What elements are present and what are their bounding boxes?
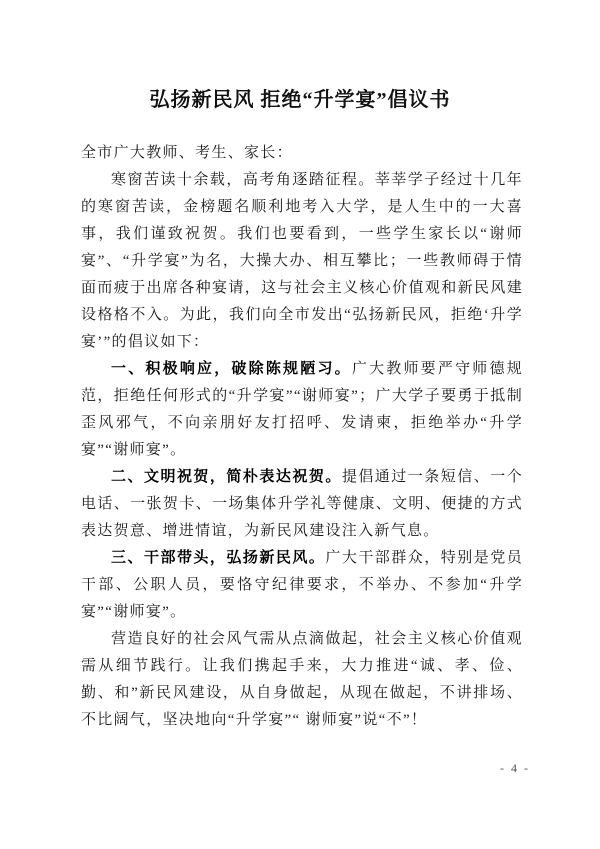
paragraph-text-run: 寒窗苦读十余载，高考角逐踏征程。莘莘学子经过十几年的寒窗苦读，金榜题名顺利地考入大学，是人生中的一大喜事，我们谨致祝贺。我们也要看到，一些学生家长以“谢师宴”、“升学宴”为名，大操大办、相互攀比；一些教师碍于情面而疲于出席各种宴请，这与社会主义核心价值观和新民风建设格格不入。为此，我们向全市发出“弘扬新民风，拒绝‘升学宴’”的倡议如下： <box>81 172 523 350</box>
paragraph <box>81 626 523 734</box>
paragraph <box>81 167 523 356</box>
paragraph <box>81 140 523 167</box>
paragraph-text-run: 广大干部群众，特别是党员干部、公职人员，要恪守纪律要求，不举办、不参加“升学宴”“谢师宴”。 <box>81 550 524 620</box>
document-title: 弘扬新民风 拒绝“升学宴”倡议书 <box>149 89 451 111</box>
paragraph-text-run: 提倡通过一条短信、一个电话、一张贺卡、一场集体升学礼等健康、文明、便捷的方式表达贺意、增进情谊，为新民风建设注入新气息。 <box>81 469 523 539</box>
paragraph <box>81 356 523 464</box>
paragraph <box>81 545 523 626</box>
paragraph-text-run: 全市广大教师、考生、家长： <box>81 145 293 161</box>
document-body <box>81 140 523 734</box>
paragraph-heading-run: 一、积极响应，破除陈规陋习。 <box>111 361 352 377</box>
page-number: - 4 - <box>500 761 530 775</box>
paragraph <box>81 464 523 545</box>
paragraph-heading-run: 二、文明祝贺，简朴表达祝贺。 <box>111 469 342 485</box>
paragraph-text-run: 广大教师要严守师德规范，拒绝任何形式的“升学宴”“谢师宴”；广大学子要勇于抵制歪风邪气，不向亲朋好友打招呼、发请柬，拒绝举办“升学宴”“谢师宴”。 <box>81 361 523 458</box>
paragraph-heading-run: 三、干部带头，弘扬新民风。 <box>111 550 326 566</box>
paragraph-text-run: 营造良好的社会风气需从点滴做起，社会主义核心价值观需从细节践行。让我们携起手来，大力推进“诚、孝、俭、勤、和”新民风建设，从自身做起，从现在做起，不讲排场、不比阔气，坚决地向“升学宴”“ 谢师宴”说“不”！ <box>81 631 523 728</box>
